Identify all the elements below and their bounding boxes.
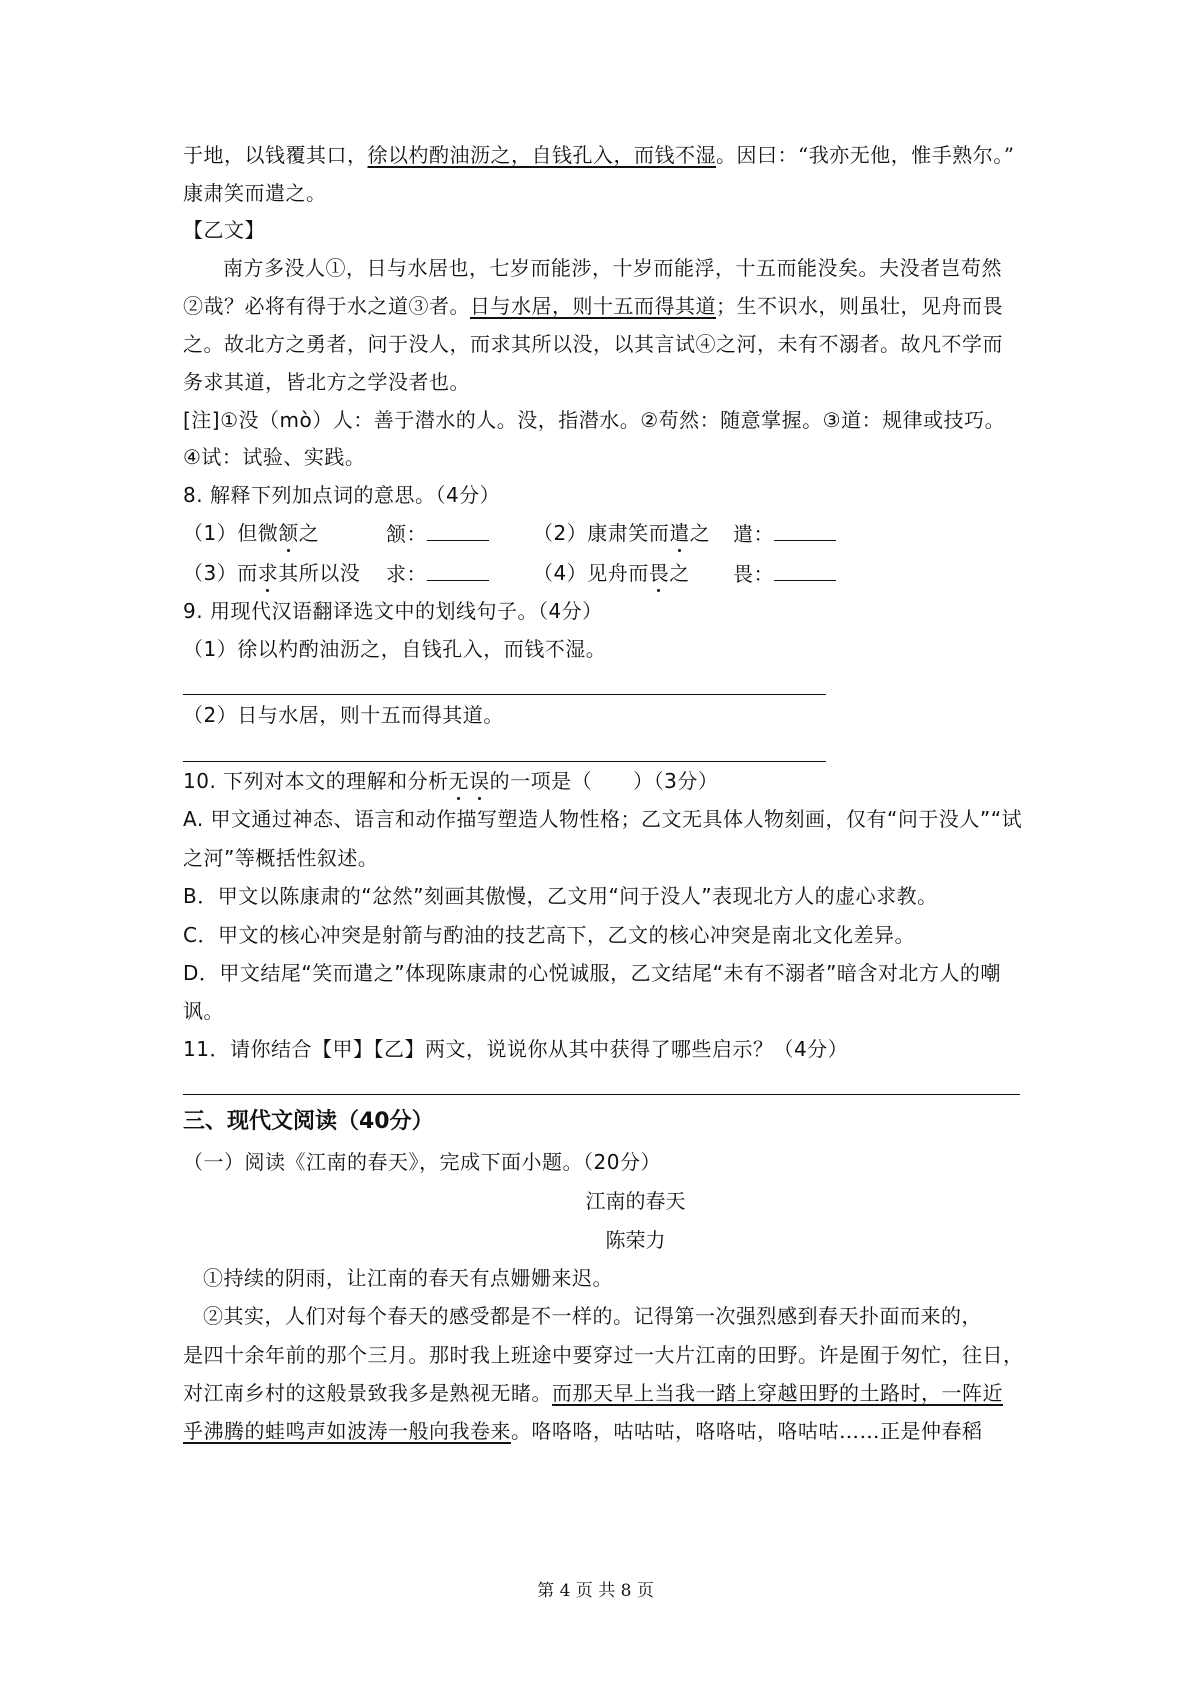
q8-answer-3 [386, 560, 489, 587]
q8-item-2 [533, 520, 710, 546]
dotted-word: 求 [257, 561, 279, 585]
underlined-sentence: 徐以杓酌油沥之，自钱孔入，而钱不湿 [367, 143, 716, 167]
q8-item-1 [183, 520, 319, 546]
section-heading: 三、现代文阅读（40分） [183, 1109, 434, 1134]
q9-sentence-2: （2）日与水居，则十五而得其道。 [183, 703, 504, 727]
text-segment: ；生不识水，则虽壮，见舟而畏 [716, 294, 1003, 318]
q8-answer-1 [386, 520, 489, 547]
q10-option-b: B．甲文以陈康肃的“忿然”刻画其傲慢，乙文用“问于没人”表现北方人的虚心求教。 [183, 884, 938, 908]
answer-blank[interactable] [427, 520, 489, 541]
answer-line[interactable] [183, 1094, 1020, 1095]
text-segment: 之 [669, 561, 690, 585]
answer-line[interactable] [183, 694, 826, 695]
q8-answer-4 [733, 560, 836, 587]
text-segment: 于地，以钱覆其口， [183, 143, 368, 167]
article-para-2-line-2: 是四十余年前的那个三月。那时我上班途中要穿过一大片江南的田野。许是囿于匆忙，往日， [183, 1343, 1024, 1367]
q10-stem [183, 768, 718, 794]
dotted-word: 颔 [278, 521, 299, 545]
text-segment: 。咯咯咯，咕咕咕，咯咯咕，咯咕咕……正是仲春稻 [511, 1419, 983, 1443]
yi-label: 【乙文】 [183, 218, 265, 242]
answer-label: 求： [386, 562, 427, 586]
answer-label: 畏： [733, 562, 774, 586]
answer-blank[interactable] [774, 560, 836, 581]
q9-sentence-1: （1）徐以杓酌油沥之，自钱孔入，而钱不湿。 [183, 637, 607, 661]
article-para-2-line-1: ②其实，人们对每个春天的感受都是不一样的。记得第一次强烈感到春天扑面而来的， [203, 1304, 982, 1328]
answer-blank[interactable] [427, 560, 489, 581]
underlined-sentence: 而那天早上当我一踏上穿越田野的土路时，一阵近 [552, 1381, 1003, 1405]
text-segment: 之 [298, 521, 320, 545]
answer-label: 颔： [386, 522, 427, 546]
text-segment: 对江南乡村的这般景致我多是熟视无睹。 [183, 1381, 552, 1405]
dotted-word: 畏 [648, 561, 670, 585]
q10-option-a-line-1: A. 甲文通过神态、语言和动作描写塑造人物性格；乙文无具体人物刻画，仅有“问于没人”“试 [183, 807, 1023, 831]
answer-label: 遣： [733, 522, 774, 546]
section-sub-instruction: （一）阅读《江南的春天》，完成下面小题。（20分） [183, 1150, 661, 1174]
page-footer: 第 4 页 共 8 页 [537, 1581, 654, 1601]
q10-option-c: C．甲文的核心冲突是射箭与酌油的技艺高下，乙文的核心冲突是南北文化差异。 [183, 923, 915, 947]
q10-option-d-line-1: D．甲文结尾“笑而遣之”体现陈康肃的心悦诚服，乙文结尾“未有不溺者”暗含对北方人的嘲 [183, 961, 1001, 985]
yi-para-line-4: 务求其道，皆北方之学没者也。 [183, 370, 470, 394]
text-segment: 10. 下列对本文的理解和分析 [183, 769, 449, 793]
dotted-word: 遣 [669, 521, 690, 545]
q8-stem: 8. 解释下列加点词的意思。（4分） [183, 483, 501, 507]
q10-option-a-line-2: 之河”等概括性叙述。 [183, 846, 379, 870]
text-segment: （4）见舟而 [533, 561, 649, 585]
answer-line[interactable] [183, 761, 826, 762]
jia-line-2: 康肃笑而遣之。 [183, 181, 327, 205]
yi-note-1: [注]①没（mò）人：善于潜水的人。没，指潜水。②苟然：随意掌握。③道：规律或技巧。 [183, 408, 1006, 432]
text-segment: 。因曰：“我亦无他，惟手熟尔。” [716, 143, 1015, 167]
article-para-2-line-3 [183, 1380, 1003, 1406]
yi-note-2: ④试：试验、实践。 [183, 445, 366, 469]
underlined-sentence: 日与水居，则十五而得其道 [470, 294, 716, 318]
article-author: 陈荣力 [605, 1228, 666, 1252]
q10-option-d-line-2: 讽。 [183, 999, 224, 1023]
q8-item-4 [533, 560, 690, 586]
underlined-sentence: 乎沸腾的蛙鸣声如波涛一般向我卷来 [183, 1419, 511, 1443]
q8-item-3 [183, 560, 360, 586]
text-segment: 的一项是（ ）（3分） [489, 769, 719, 793]
text-segment: ②哉？必将有得于水之道③者。 [183, 294, 470, 318]
jia-line-1 [183, 142, 1014, 168]
dotted-word: 误 [469, 769, 490, 793]
yi-para-line-3: 之。故北方之勇者，问于没人，而求其所以没，以其言试④之河，未有不溺者。故凡不学而 [183, 332, 1003, 356]
q11-stem: 11．请你结合【甲】【乙】两文，说说你从其中获得了哪些启示？（4分） [183, 1037, 849, 1061]
text-segment: 其所以没 [278, 561, 361, 585]
article-para-2-line-4 [183, 1418, 983, 1444]
text-segment: （2）康肃笑而 [533, 521, 670, 545]
q9-stem: 9. 用现代汉语翻译选文中的划线句子。（4分） [183, 599, 603, 623]
dotted-word: 无 [448, 769, 470, 793]
text-segment: 之 [689, 521, 711, 545]
yi-para-line-2 [183, 293, 1003, 319]
text-segment: （3）而 [183, 561, 258, 585]
article-title: 江南的春天 [585, 1189, 686, 1213]
answer-blank[interactable] [774, 520, 836, 541]
article-para-1: ①持续的阴雨，让江南的春天有点姗姗来迟。 [203, 1266, 613, 1290]
q8-answer-2 [733, 520, 836, 547]
yi-para-line-1: 南方多没人①，日与水居也，七岁而能涉，十岁而能浮，十五而能没矣。夫没者岂苟然 [223, 256, 1002, 280]
text-segment: （1）但微 [183, 521, 279, 545]
